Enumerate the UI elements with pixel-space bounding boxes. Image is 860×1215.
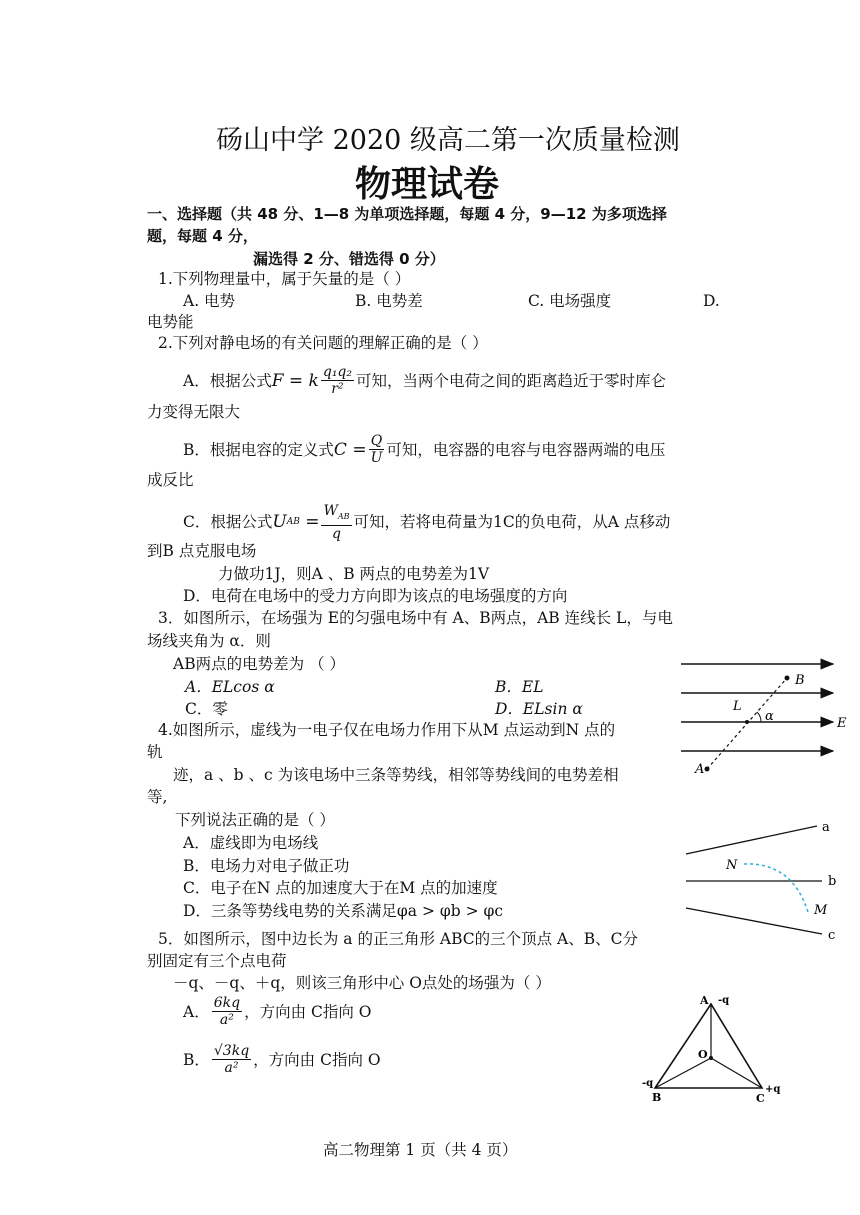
q2-c-continued-2: 力做功1J，则A 、B 两点的电势差为1V [218, 565, 490, 583]
section-header-line1: 一、选择题（共 48 分、1—8 为单项选择题，每题 4 分，9—12 为多项选择 [147, 205, 667, 223]
q4-option-a: A．虚线即为电场线 [183, 834, 319, 852]
q3-field-figure [675, 652, 855, 792]
q2-b-suffix: 可知，电容器的电容与电容器两端的电压 [386, 440, 666, 459]
label-alpha: α [765, 709, 774, 724]
q2-c-num-main: W [323, 503, 338, 519]
q1-option-a: A. 电势 [183, 292, 236, 310]
q4-stem-2: 轨 [147, 743, 163, 761]
q5-stem-1: 5．如图所示，图中边长为 a 的正三角形 ABC的三个顶点 A、B、C分 [158, 930, 638, 948]
q2-c-numerator [321, 503, 351, 526]
q2-c-num-sub: AB [337, 511, 350, 521]
q2-a-denominator: r² [331, 381, 344, 397]
label-vertex-c: C [756, 1092, 765, 1104]
q2-c-formula-sub: AB [286, 517, 300, 528]
line-b-o [655, 1058, 711, 1088]
q3-stem-1: 3．如图所示，在场强为 E的匀强电场中有 A、B两点，AB 连线长 L，与电 [158, 609, 673, 627]
label-n: N [726, 858, 738, 873]
electron-trajectory [744, 864, 808, 912]
label-charge-a: -q [718, 995, 730, 1006]
q2-b-formula-lhs: C = [333, 439, 367, 460]
q2-c-continued-1: 到B 点克服电场 [147, 542, 257, 560]
point-b [785, 676, 790, 681]
q5-stem-3: －q、－q、＋q，则该三角形中心 O点处的场强为（ ） [173, 974, 551, 992]
q5-a-fraction [212, 995, 242, 1028]
label-e: E [837, 716, 847, 731]
label-charge-c: +q [765, 1084, 781, 1095]
q2-b-prefix: B．根据电容的定义式 [183, 440, 334, 459]
q2-c-formula-lhs: U [272, 512, 287, 533]
label-b: b [828, 874, 837, 889]
q4-option-c: C．电子在N 点的加速度大于在M 点的加速度 [183, 879, 498, 897]
section-header-line2: 题，每题 4 分， [147, 227, 258, 245]
q2-b-denominator: U [370, 450, 383, 466]
q5-b-numerator: √3kq [213, 1043, 250, 1059]
q2-option-b [183, 433, 665, 466]
q4-option-b: B．电场力对电子做正功 [183, 857, 350, 875]
q2-c-suffix: 可知，若将电荷量为1C的负电荷，从A 点移动 [353, 513, 671, 532]
q2-b-continued: 成反比 [147, 471, 194, 489]
q3-stem-2: 场线夹角为 α．则 [147, 632, 271, 650]
q4-stem-4: 等, [147, 788, 168, 806]
q5-a-suffix: ，方向由 C指向 O [244, 1002, 372, 1021]
q3-option-a: A．ELcos α [185, 678, 275, 696]
label-a: a [822, 820, 830, 835]
q5-option-b [183, 1043, 381, 1076]
q2-b-fraction [369, 433, 385, 466]
q2-a-numerator: q₁q₂ [322, 364, 353, 380]
angle-arc [757, 712, 761, 722]
q5-b-suffix: ，方向由 C指向 O [253, 1050, 381, 1069]
q2-option-d: D．电荷在电场中的受力方向即为该点的电场强度的方向 [183, 587, 568, 605]
point-a [705, 767, 710, 772]
line-c-o [711, 1058, 762, 1088]
q5-option-a [183, 995, 371, 1028]
label-a: A [695, 762, 705, 777]
q3-option-b: B．EL [495, 678, 544, 696]
equipotential-c [686, 908, 822, 934]
section-header-line3: 漏选得 2 分、错选得 0 分） [253, 250, 445, 268]
q2-a-prefix: A．根据公式 [183, 371, 272, 390]
q2-a-fraction [321, 364, 354, 397]
label-center-o: O [698, 1048, 708, 1061]
point-mid [745, 720, 749, 724]
q1-option-d-text: 电势能 [147, 313, 194, 331]
label-vertex-b: B [652, 1091, 662, 1104]
q4-stem-5: 下列说法正确的是（ ） [175, 811, 335, 829]
q2-a-formula-lhs: F = k [271, 370, 319, 391]
q2-c-denominator: q [332, 525, 341, 542]
label-charge-b: -q [642, 1078, 654, 1089]
q3-option-c: C．零 [185, 700, 228, 718]
q5-stem-2: 别固定有三个点电荷 [147, 952, 287, 970]
school-title: 砀山中学 2020 级高二第一次质量检测 [216, 125, 680, 156]
label-b: B [795, 673, 805, 688]
center-o [709, 1056, 713, 1060]
q2-b-numerator: Q [370, 433, 383, 449]
q3-option-d: D．ELsin α [495, 700, 583, 718]
q4-stem-3: 迹，a 、b 、c 为该电场中三条等势线，相邻等势线间的电势差相 [173, 766, 619, 784]
q1-option-b: B. 电势差 [355, 292, 423, 310]
q2-c-prefix: C．根据公式 [183, 513, 273, 532]
q2-option-a [183, 364, 666, 397]
subject-title: 物理试卷 [355, 164, 500, 205]
q5-a-prefix: A． [183, 1002, 210, 1021]
label-m: M [814, 903, 828, 918]
q4-option-d: D．三条等势线电势的关系满足φa > φb > φc [183, 902, 504, 920]
q3-stem-3: AB两点的电势差为 （ ） [173, 655, 345, 673]
equipotential-a [686, 826, 817, 854]
label-vertex-a: A [700, 994, 709, 1007]
q5-b-prefix: B． [183, 1050, 210, 1069]
q5-triangle-figure [638, 992, 788, 1104]
q2-option-c [183, 503, 670, 542]
q1-option-d-prefix: D. [703, 292, 720, 310]
q5-a-numerator: 6kq [213, 995, 241, 1011]
q4-equipotential-figure [682, 812, 852, 947]
q2-c-fraction [321, 503, 351, 542]
q5-b-denominator: a² [224, 1060, 239, 1076]
q2-a-continued: 力变得无限大 [147, 403, 241, 421]
q2-a-suffix: 可知，当两个电荷之间的距离趋近于零时库仑 [356, 371, 667, 390]
label-c: c [828, 928, 836, 943]
triangle-abc [655, 1004, 762, 1088]
q2-stem: 2.下列对静电场的有关问题的理解正确的是（ ） [158, 334, 488, 352]
q2-c-equals: = [299, 512, 320, 533]
q5-a-denominator: a² [219, 1012, 234, 1028]
q5-b-fraction [212, 1043, 251, 1076]
label-l: L [733, 699, 742, 714]
q4-stem-1: 4.如图所示，虚线为一电子仅在电场力作用下从M 点运动到N 点的 [158, 721, 616, 739]
q1-stem: 1.下列物理量中，属于矢量的是（ ） [158, 270, 411, 288]
page-footer: 高二物理第 1 页（共 4 页） [323, 1141, 518, 1159]
q1-option-c: C. 电场强度 [528, 292, 612, 310]
